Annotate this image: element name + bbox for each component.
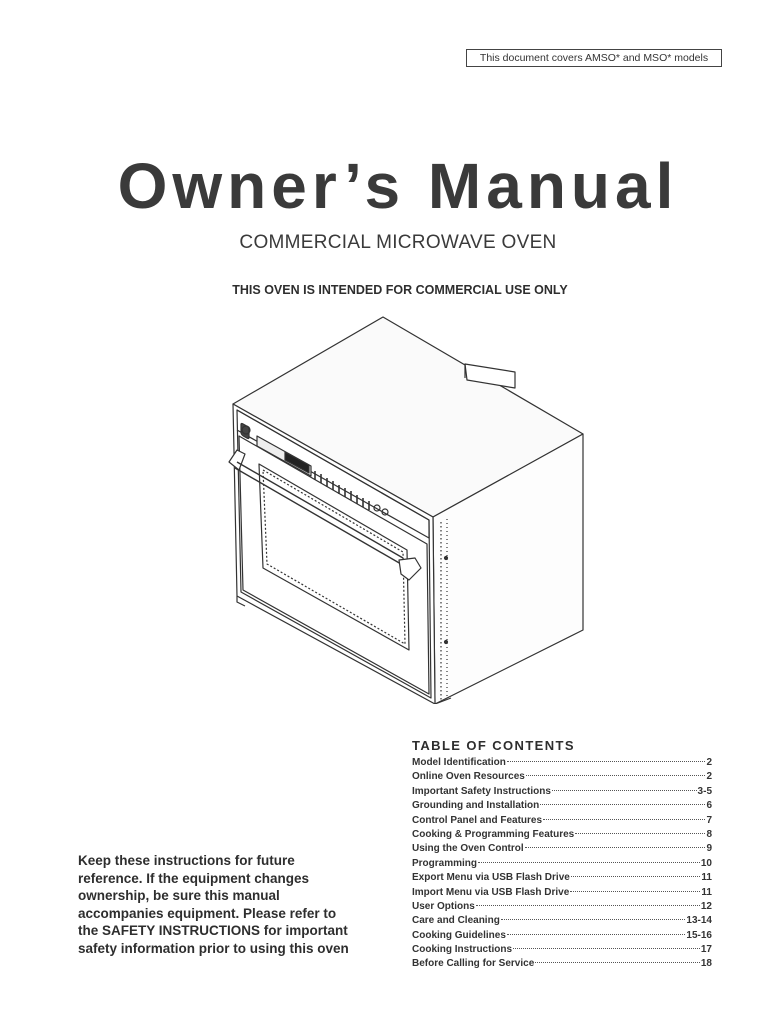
intended-use-notice: THIS OVEN IS INTENDED FOR COMMERCIAL USE ONLY: [232, 283, 568, 297]
toc-leader: [507, 934, 686, 935]
toc-leader: [570, 891, 700, 892]
toc-entry-page: 2: [706, 771, 712, 783]
microwave-oven-illustration: [215, 312, 590, 704]
keep-notice-line: Keep these instructions for future: [78, 853, 295, 868]
toc-entry-page: 15-16: [686, 929, 712, 941]
toc-leader: [476, 905, 700, 906]
table-of-contents: [412, 756, 712, 972]
manual-title: Owner’s Manual: [117, 150, 679, 222]
keep-notice-line: accompanies equipment. Please refer to: [78, 905, 337, 921]
toc-entry-title: Cooking Guidelines: [412, 929, 506, 941]
toc-entry-title: Cooking Instructions: [412, 944, 512, 956]
keep-notice-line: ownership, be sure this manual: [78, 888, 280, 903]
toc-leader: [478, 862, 700, 863]
toc-entry: [412, 785, 712, 799]
toc-entry: [412, 799, 712, 813]
toc-entry: [412, 828, 712, 842]
toc-entry-page: 7: [706, 814, 712, 826]
toc-entry: [412, 957, 712, 971]
toc-entry: [412, 871, 712, 885]
toc-entry-page: 2: [706, 757, 712, 768]
toc-entry: [412, 756, 712, 770]
toc-entry-title: Grounding and Installation: [412, 800, 540, 812]
toc-leader: [571, 876, 701, 877]
toc-entry: [412, 914, 712, 928]
toc-entry-page: 12: [700, 900, 712, 912]
toc-entry: [412, 770, 712, 784]
toc-entry: [412, 943, 712, 957]
toc-entry-title: Care and Cleaning: [412, 915, 500, 927]
toc-entry: [412, 886, 712, 900]
toc-entry-title: Important Safety Instructions: [412, 785, 551, 797]
toc-entry-title: Export Menu via USB Flash Drive: [412, 872, 570, 884]
toc-entry-title: Import Menu via USB Flash Drive: [412, 886, 570, 898]
toc-leader: [543, 819, 705, 820]
toc-leader: [552, 790, 697, 791]
toc-entry-page: 17: [700, 944, 712, 956]
toc-entry: [412, 929, 712, 943]
toc-entry: [412, 842, 712, 856]
toc-entry: [412, 814, 712, 828]
toc-entry-page: 11: [701, 872, 712, 884]
toc-entry-title: Online Oven Resources: [412, 771, 525, 783]
toc-leader: [535, 962, 700, 963]
toc-entry-page: 6: [706, 800, 712, 812]
toc-entry-title: Programming: [412, 857, 478, 869]
model-coverage-note: This document covers AMSO* and MSO* models: [466, 49, 722, 67]
toc-leader: [526, 775, 706, 776]
toc-leader: [513, 948, 700, 949]
toc-leader: [507, 761, 706, 762]
toc-entry-title: User Options: [412, 900, 475, 912]
manual-subtitle: COMMERCIAL MICROWAVE OVEN: [239, 232, 557, 253]
toc-entry-title: Using the Oven Control: [412, 843, 524, 855]
keep-notice-line: safety information prior to using this oven: [78, 940, 349, 956]
keep-instructions-notice: [78, 852, 398, 957]
toc-entry-title: Model Identification: [412, 757, 506, 768]
toc-entry-page: 18: [700, 958, 712, 970]
toc-leader: [575, 833, 705, 834]
toc-entry: [412, 900, 712, 914]
toc-entry-page: 11: [701, 886, 712, 898]
toc-entry-page: 13-14: [686, 915, 712, 927]
toc-entry: [412, 857, 712, 871]
toc-entry-page: 8: [706, 828, 712, 840]
toc-entry-page: 10: [700, 857, 712, 869]
toc-leader: [540, 804, 705, 805]
toc-heading: TABLE OF CONTENTS: [412, 738, 575, 753]
toc-entry-page: 9: [706, 843, 712, 855]
toc-leader: [525, 847, 706, 848]
toc-leader: [501, 919, 686, 920]
keep-notice-line: the SAFETY INSTRUCTIONS for important: [78, 923, 348, 938]
toc-entry-title: Cooking & Programming Features: [412, 828, 575, 840]
toc-entry-page: 3-5: [697, 785, 712, 797]
toc-entry-title: Before Calling for Service: [412, 958, 535, 970]
keep-notice-line: reference. If the equipment changes: [78, 870, 310, 886]
toc-entry-title: Control Panel and Features: [412, 814, 543, 826]
